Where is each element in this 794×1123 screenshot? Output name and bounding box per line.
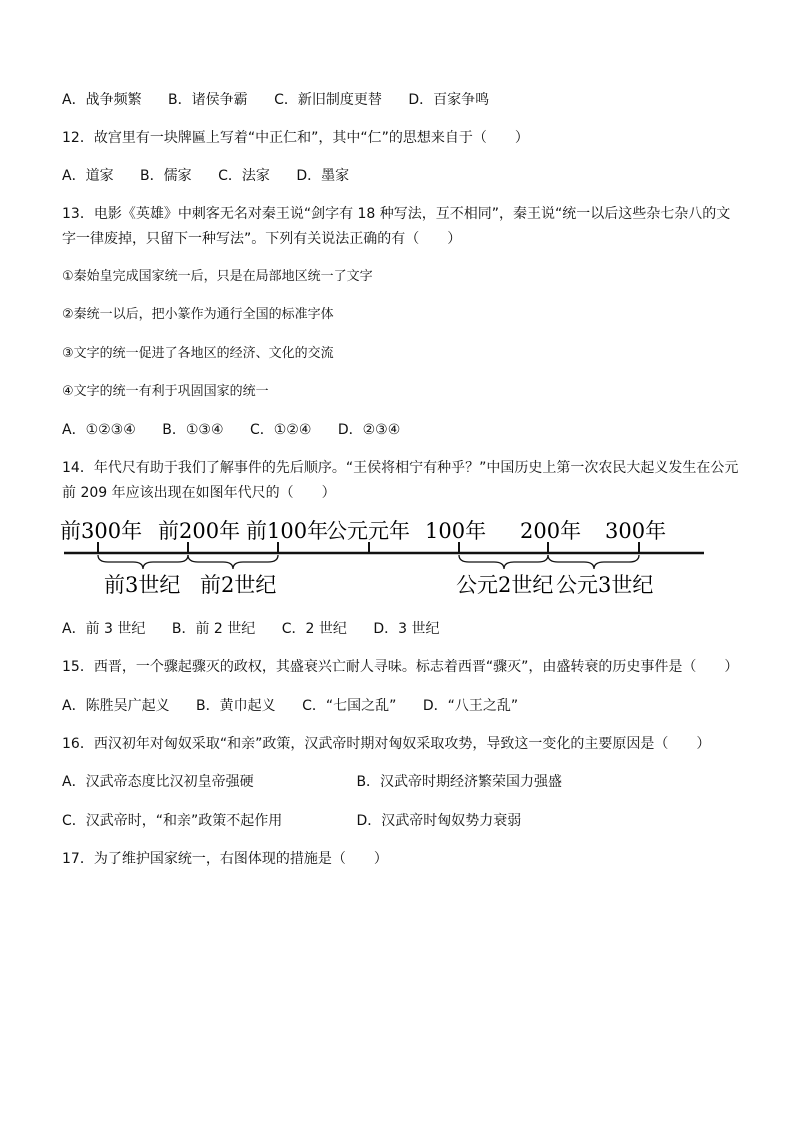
q15-option-a: A．陈胜吴广起义	[62, 698, 170, 714]
q13-option-c: C．①②④	[249, 422, 312, 438]
q13-option-d: D．②③④	[337, 422, 401, 438]
q13-options	[62, 420, 422, 440]
q14-option-c: C．2 世纪	[281, 621, 347, 637]
century-label: 公元2世纪	[456, 573, 554, 597]
q11-option-d: D．百家争鸣	[408, 92, 490, 108]
q13-stem-line1: 13．电影《英雄》中刺客无名对秦王说“剑字有 18 种写法，互不相同”，秦王说“统一以后这些杂七杂八的文	[62, 206, 731, 222]
q11-option-b: B．诸侯争霸	[168, 92, 248, 108]
q13-stem-line2: 字一律废掉，只留下一种写法”。下列有关说法正确的有（ ）	[62, 231, 462, 247]
q16-option-c: C．汉武帝时，“和亲”政策不起作用	[62, 813, 283, 829]
q16-options-row2	[62, 811, 543, 831]
q16-option-b: B．汉武帝时期经济繁荣国力强盛	[356, 774, 563, 790]
q14-options	[62, 619, 461, 639]
q14-option-a: A．前 3 世纪	[62, 621, 146, 637]
tick-label: 300年	[605, 519, 667, 543]
timeline-figure	[60, 512, 710, 602]
q16-option-d: D．汉武帝时匈奴势力衰弱	[356, 813, 522, 829]
q15-options	[62, 696, 540, 716]
q12-options	[62, 166, 371, 186]
tick-label: 前300年	[60, 519, 143, 543]
q16-stem: 16．西汉初年对匈奴采取“和亲”政策，汉武帝时期对匈奴采取攻势，导致这一变化的主要原因是（ ）	[62, 736, 711, 752]
q14-option-b: B．前 2 世纪	[171, 621, 256, 637]
q14-stem-line2: 前 209 年应该出现在如图年代尺的（ ）	[62, 485, 336, 501]
century-braces	[98, 555, 639, 569]
q17-stem: 17．为了维护国家统一，右图体现的措施是（ ）	[62, 851, 388, 867]
tick-label: 前100年	[246, 519, 329, 543]
q11-option-a: A．战争频繁	[62, 92, 142, 108]
q12-option-c: C．法家	[218, 168, 270, 184]
q16-option-a: A．汉武帝态度比汉初皇帝强硬	[62, 774, 254, 790]
tick-label: 公元元年	[326, 519, 410, 543]
q11-options	[62, 90, 511, 110]
q13-statement-3: ③文字的统一促进了各地区的经济、文化的交流	[62, 346, 334, 361]
q15-option-c: C．“七国之乱”	[302, 698, 397, 714]
q12-stem: 12．故宫里有一块牌匾上写着“中正仁和”，其中“仁”的思想来自于（ ）	[62, 130, 529, 146]
q12-option-b: B．儒家	[140, 168, 192, 184]
q13-statement-2: ②秦统一以后，把小篆作为通行全国的标准字体	[62, 307, 334, 322]
q15-stem: 15．西晋，一个骤起骤灭的政权，其盛衰兴亡耐人寻味。标志着西晋“骤灭”，由盛转衰的历史事件是（ ）	[62, 659, 739, 675]
q13-statement-4: ④文字的统一有利于巩固国家的统一	[62, 384, 269, 399]
q16-options-row1	[62, 772, 584, 792]
tick-label: 200年	[520, 519, 582, 543]
q11-option-c: C．新旧制度更替	[274, 92, 382, 108]
tick-label: 100年	[425, 519, 487, 543]
q14-option-d: D．3 世纪	[373, 621, 440, 637]
century-label: 前3世纪	[104, 573, 181, 597]
tick-label: 前200年	[158, 519, 241, 543]
q12-option-d: D．墨家	[296, 168, 350, 184]
tick-marks	[98, 542, 639, 553]
q13-option-b: B．①③④	[162, 422, 224, 438]
q12-option-a: A．道家	[62, 168, 114, 184]
q15-option-d: D．“八王之乱”	[422, 698, 519, 714]
century-label: 前2世纪	[200, 573, 277, 597]
q15-option-b: B．黄巾起义	[196, 698, 276, 714]
century-label: 公元3世纪	[556, 573, 654, 597]
q13-statement-1: ①秦始皇完成国家统一后，只是在局部地区统一了文字	[62, 269, 373, 284]
q13-option-a: A．①②③④	[62, 422, 136, 438]
q14-stem-line1: 14．年代尺有助于我们了解事件的先后顺序。“王侯将相宁有种乎？”中国历史上第一次农民大起义发生在公元	[62, 460, 739, 476]
